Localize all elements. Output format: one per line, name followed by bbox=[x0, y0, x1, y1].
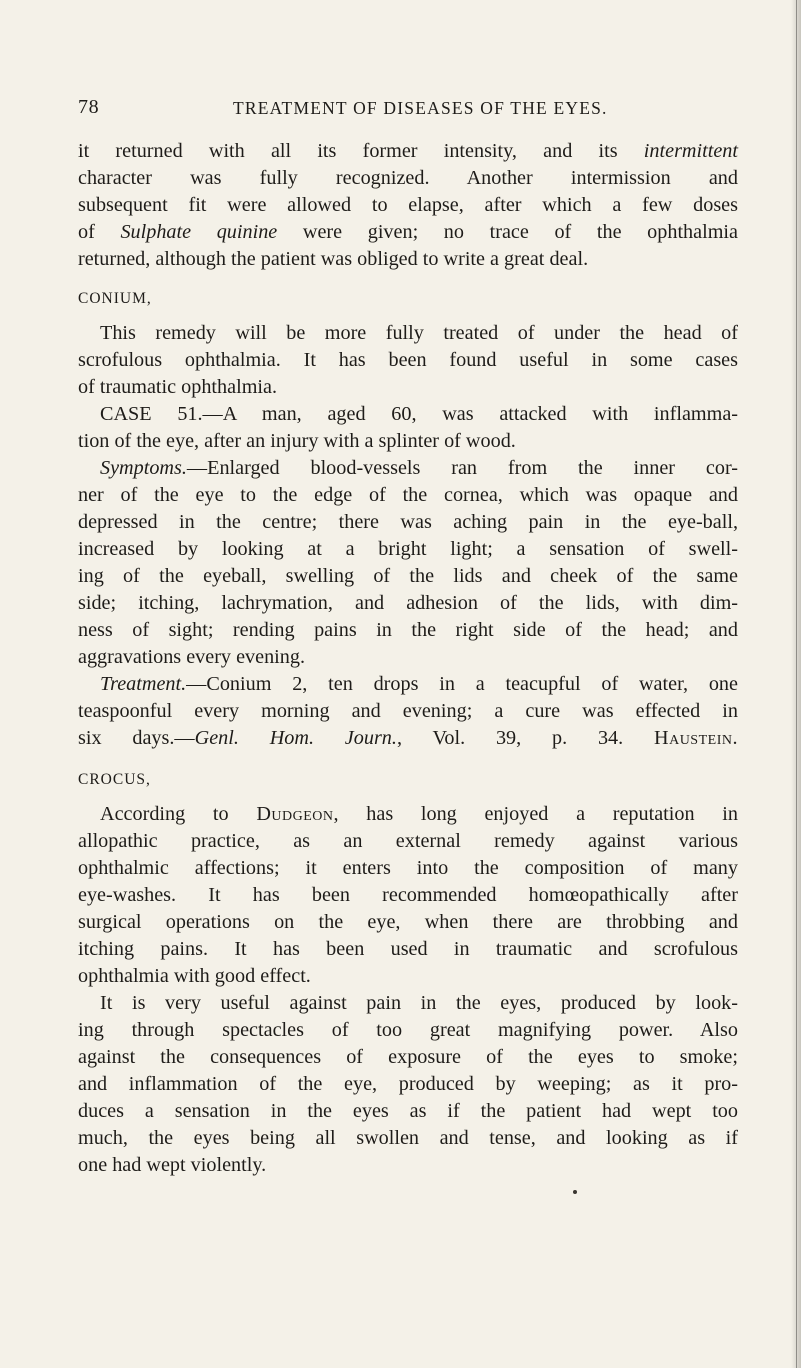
text-line: ing of the eyeball, swelling of the lids and cheek of the same bbox=[78, 565, 738, 587]
ink-speck bbox=[573, 1190, 577, 1194]
page-edge-line bbox=[796, 0, 797, 1368]
text-line: returned, although the patient was obliged to write a great deal. bbox=[78, 248, 589, 270]
text-line: duces a sensation in the eyes as if the patient had wept too bbox=[78, 1100, 738, 1122]
text-line: This remedy will be more fully treated of under the head of bbox=[100, 322, 738, 344]
text-line: CASE 51.—A man, aged 60, was attacked with inflamma- bbox=[100, 403, 738, 425]
text-line: much, the eyes being all swollen and tense, and looking as if bbox=[78, 1127, 738, 1149]
running-title: TREATMENT OF DISEASES OF THE EYES. bbox=[233, 98, 608, 118]
text-line: of Sulphate quinine were given; no trace of the ophthalmia bbox=[78, 221, 738, 243]
text-line: teaspoonful every morning and evening; a cure was effected in bbox=[78, 700, 738, 722]
text-line: Symptoms.—Enlarged blood-vessels ran from the inner cor- bbox=[100, 457, 738, 479]
text-line: ing through spectacles of too great magnifying power. Also bbox=[78, 1019, 738, 1041]
citation-author: Haustein. bbox=[654, 727, 739, 749]
text-line: eye-washes. It has been recommended homœopathically after bbox=[78, 884, 738, 906]
text-line: ophthalmia with good effect. bbox=[78, 965, 311, 987]
text-line: ness of sight; rending pains in the right side of the head; and bbox=[78, 619, 738, 641]
page-number: 78 bbox=[78, 96, 100, 118]
text-line: ophthalmic affections; it enters into the composition of many bbox=[78, 857, 738, 879]
text-line: depressed in the centre; there was aching pain in the eye-ball, bbox=[78, 511, 738, 533]
text-line: of traumatic ophthalmia. bbox=[78, 376, 278, 398]
text-line: character was fully recognized. Another intermission and bbox=[78, 167, 738, 189]
text-line: surgical operations on the eye, when there are throbbing and bbox=[78, 911, 738, 933]
text-line: aggravations every evening. bbox=[78, 646, 306, 668]
text-line: scrofulous ophthalmia. It has been found useful in some cases bbox=[78, 349, 738, 371]
text-line: It is very useful against pain in the eyes, produced by look- bbox=[100, 992, 738, 1014]
text-line: ner of the eye to the edge of the cornea, which was opaque and bbox=[78, 484, 738, 506]
text-line: subsequent fit were allowed to elapse, after which a few doses bbox=[78, 194, 738, 216]
text-line: Treatment.—Conium 2, ten drops in a teacupful of water, one bbox=[100, 673, 738, 695]
text-line: tion of the eye, after an injury with a splinter of wood. bbox=[78, 430, 516, 452]
body-text bbox=[78, 138, 738, 1179]
text-line: side; itching, lachrymation, and adhesion of the lids, with dim- bbox=[78, 592, 738, 614]
text-line: increased by looking at a bright light; a sensation of swell- bbox=[78, 538, 738, 560]
section-heading-conium: CONIUM, bbox=[78, 290, 152, 307]
text-line: itching pains. It has been used in traumatic and scrofulous bbox=[78, 938, 738, 960]
text-line: it returned with all its former intensity, and its intermittent bbox=[78, 140, 738, 162]
text-line: one had wept violently. bbox=[78, 1154, 267, 1176]
text-line: According to Dudgeon, has long enjoyed a reputation in bbox=[100, 803, 738, 825]
running-header bbox=[78, 96, 738, 126]
text-line: allopathic practice, as an external remedy against various bbox=[78, 830, 738, 852]
author-name: Dudgeon bbox=[256, 803, 334, 825]
text-line: and inflammation of the eye, produced by weeping; as it pro- bbox=[78, 1073, 738, 1095]
text-line: against the consequences of exposure of the eyes to smoke; bbox=[78, 1046, 738, 1068]
section-heading-crocus: CROCUS, bbox=[78, 771, 151, 788]
text-line: six days.—Genl. Hom. Journ., Vol. 39, p. 34. Haustein. bbox=[78, 727, 739, 749]
